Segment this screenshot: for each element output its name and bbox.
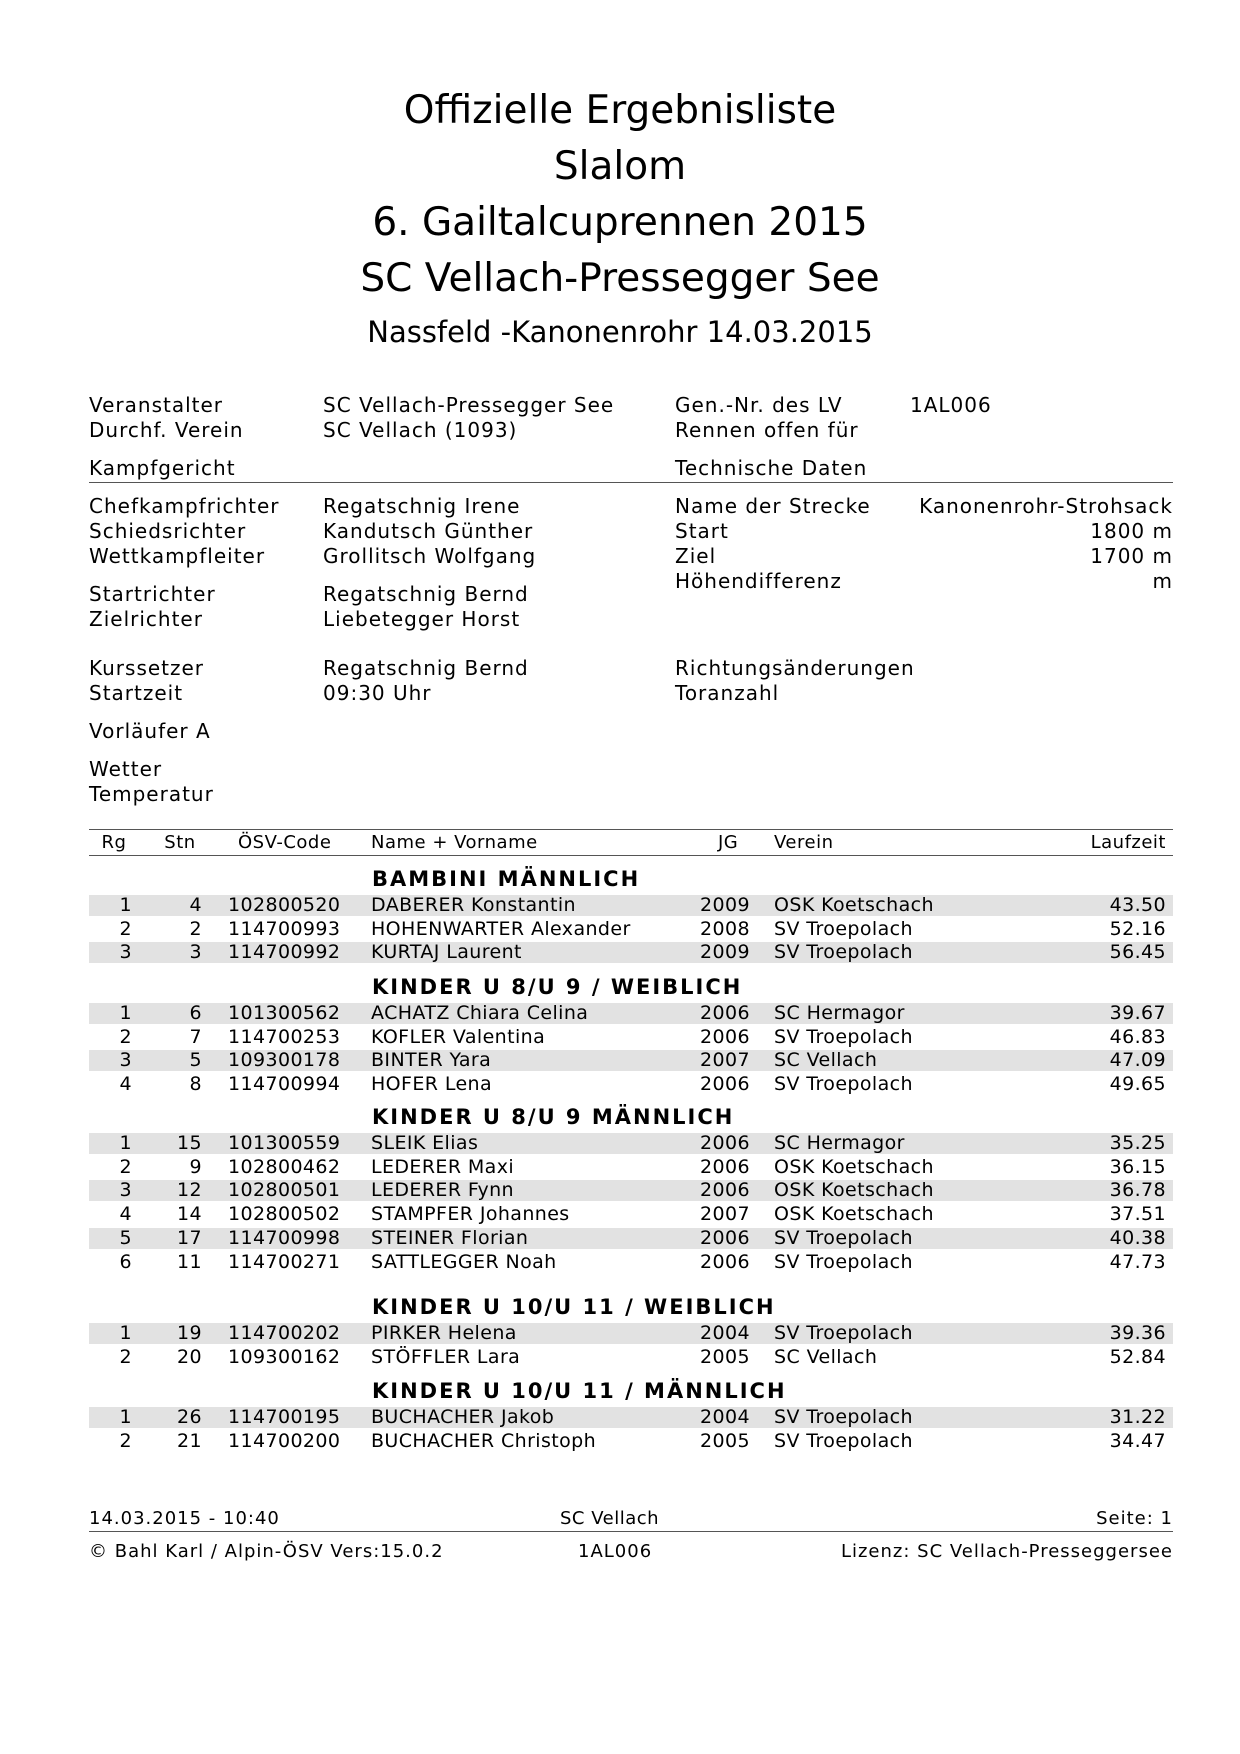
birth-year: 2006 — [700, 1132, 750, 1154]
athlete-name: DABERER Konstantin — [371, 894, 576, 916]
category-heading: BAMBINI MÄNNLICH — [372, 867, 641, 891]
athlete-name: SLEIK Elias — [371, 1132, 479, 1154]
category-heading: KINDER U 8/U 9 MÄNNLICH — [372, 1105, 735, 1129]
startrichter-value: Regatschnig Bernd — [323, 582, 529, 606]
header-stn: Stn — [164, 832, 196, 853]
oesv-code: 102800520 — [228, 894, 341, 916]
rank: 3 — [119, 941, 132, 963]
vorlaeufer-label: Vorläufer A — [89, 719, 211, 743]
footer-copyright: © Bahl Karl / Alpin-ÖSV Vers:15.0.2 — [89, 1541, 444, 1562]
startrichter-label: Startrichter — [89, 582, 216, 606]
athlete-name: LEDERER Fynn — [371, 1179, 514, 1201]
chef-label: Chefkampfrichter — [89, 494, 280, 518]
athlete-name: LEDERER Maxi — [371, 1156, 515, 1178]
club: SV Troepolach — [774, 1322, 913, 1344]
birth-year: 2009 — [700, 894, 750, 916]
start-number: 12 — [177, 1179, 202, 1201]
run-time: 36.15 — [1109, 1156, 1166, 1178]
veranstalter-value: SC Vellach-Pressegger See — [323, 393, 615, 417]
run-time: 35.25 — [1109, 1132, 1166, 1154]
oesv-code: 114700202 — [228, 1322, 341, 1344]
start-number: 21 — [177, 1430, 202, 1452]
athlete-name: ACHATZ Chiara Celina — [371, 1002, 589, 1024]
table-header-rule — [89, 829, 1173, 830]
run-time: 46.83 — [1109, 1026, 1166, 1048]
start-number: 14 — [177, 1203, 202, 1225]
verein-label: Durchf. Verein — [89, 418, 244, 442]
start-number: 7 — [189, 1026, 202, 1048]
club: SV Troepolach — [774, 1406, 913, 1428]
rank: 3 — [119, 1049, 132, 1071]
category-heading: KINDER U 10/U 11 / WEIBLICH — [372, 1295, 776, 1319]
start-number: 2 — [189, 918, 202, 940]
temperatur-label: Temperatur — [89, 782, 214, 806]
rank: 2 — [119, 1156, 132, 1178]
toranzahl-label: Toranzahl — [675, 681, 780, 705]
chef-value: Regatschnig Irene — [323, 494, 521, 518]
startzeit-value: 09:30 Uhr — [323, 681, 432, 705]
header-code: ÖSV-Code — [238, 832, 332, 853]
club: OSK Koetschach — [774, 1179, 934, 1201]
zielrichter-value: Liebetegger Horst — [323, 607, 521, 631]
title-line-4: SC Vellach-Pressegger See — [360, 256, 880, 301]
footer-club: SC Vellach — [560, 1508, 660, 1529]
oesv-code: 102800462 — [228, 1156, 341, 1178]
rank: 3 — [119, 1179, 132, 1201]
startzeit-label: Startzeit — [89, 681, 184, 705]
title-line-1: Offizielle Ergebnisliste — [403, 88, 837, 133]
run-time: 36.78 — [1109, 1179, 1166, 1201]
schieds-label: Schiedsrichter — [89, 519, 247, 543]
divider — [89, 482, 1173, 483]
footer-rule — [89, 1531, 1173, 1532]
athlete-name: BUCHACHER Christoph — [371, 1430, 597, 1452]
strecke-value: Kanonenrohr-Strohsack — [919, 494, 1173, 518]
athlete-name: STAMPFER Johannes — [371, 1203, 570, 1225]
athlete-name: HOHENWARTER Alexander — [371, 918, 631, 940]
athlete-name: BINTER Yara — [371, 1049, 492, 1071]
rank: 2 — [119, 1026, 132, 1048]
start-value: 1800 m — [1090, 519, 1173, 543]
strecke-label: Name der Strecke — [675, 494, 871, 518]
run-time: 49.65 — [1109, 1073, 1166, 1095]
kurssetzer-label: Kurssetzer — [89, 656, 205, 680]
run-time: 52.84 — [1109, 1346, 1166, 1368]
athlete-name: STEINER Florian — [371, 1227, 529, 1249]
wetter-label: Wetter — [89, 757, 163, 781]
club: OSK Koetschach — [774, 1203, 934, 1225]
kampfgericht-label: Kampfgericht — [89, 456, 236, 480]
oesv-code: 114700994 — [228, 1073, 341, 1095]
wettkampf-label: Wettkampfleiter — [89, 544, 266, 568]
footer-license: Lizenz: SC Vellach-Presseggersee — [840, 1541, 1173, 1562]
schieds-value: Kandutsch Günther — [323, 519, 534, 543]
title-line-3: 6. Gailtalcuprennen 2015 — [372, 200, 868, 245]
start-number: 6 — [189, 1002, 202, 1024]
zielrichter-label: Zielrichter — [89, 607, 203, 631]
footer-code: 1AL006 — [578, 1541, 653, 1562]
club: SV Troepolach — [774, 941, 913, 963]
footer-page: Seite: 1 — [1096, 1508, 1173, 1529]
hoehe-value: m — [1152, 569, 1173, 593]
athlete-name: STÖFFLER Lara — [371, 1346, 521, 1368]
oesv-code: 101300559 — [228, 1132, 341, 1154]
run-time: 47.73 — [1109, 1251, 1166, 1273]
veranstalter-label: Veranstalter — [89, 393, 224, 417]
gennr-label: Gen.-Nr. des LV — [675, 393, 843, 417]
rennen-label: Rennen offen für — [675, 418, 859, 442]
birth-year: 2005 — [700, 1346, 750, 1368]
club: OSK Koetschach — [774, 894, 934, 916]
rank: 4 — [119, 1203, 132, 1225]
ziel-label: Ziel — [675, 544, 717, 568]
oesv-code: 114700993 — [228, 918, 341, 940]
rank: 2 — [119, 1430, 132, 1452]
run-time: 52.16 — [1109, 918, 1166, 940]
birth-year: 2007 — [700, 1049, 750, 1071]
oesv-code: 114700992 — [228, 941, 341, 963]
category-heading: KINDER U 10/U 11 / MÄNNLICH — [372, 1379, 787, 1403]
club: SC Hermagor — [774, 1132, 905, 1154]
start-number: 20 — [177, 1346, 202, 1368]
run-time: 37.51 — [1109, 1203, 1166, 1225]
oesv-code: 114700200 — [228, 1430, 341, 1452]
rank: 2 — [119, 1346, 132, 1368]
birth-year: 2006 — [700, 1002, 750, 1024]
run-time: 39.67 — [1109, 1002, 1166, 1024]
run-time: 47.09 — [1109, 1049, 1166, 1071]
header-verein: Verein — [774, 832, 834, 853]
birth-year: 2004 — [700, 1406, 750, 1428]
richtung-label: Richtungsänderungen — [675, 656, 915, 680]
athlete-name: BUCHACHER Jakob — [371, 1406, 555, 1428]
hoehe-label: Höhendifferenz — [675, 569, 842, 593]
start-label: Start — [675, 519, 729, 543]
start-number: 3 — [189, 941, 202, 963]
club: SC Vellach — [774, 1049, 878, 1071]
table-header-underline — [89, 855, 1173, 856]
rank: 1 — [119, 894, 132, 916]
verein-value: SC Vellach (1093) — [323, 418, 518, 442]
run-time: 39.36 — [1109, 1322, 1166, 1344]
athlete-name: PIRKER Helena — [371, 1322, 517, 1344]
athlete-name: KOFLER Valentina — [371, 1026, 546, 1048]
oesv-code: 114700195 — [228, 1406, 341, 1428]
birth-year: 2006 — [700, 1251, 750, 1273]
oesv-code: 101300562 — [228, 1002, 341, 1024]
header-jg: JG — [718, 832, 739, 853]
birth-year: 2004 — [700, 1322, 750, 1344]
club: OSK Koetschach — [774, 1156, 934, 1178]
title-line-5: Nassfeld -Kanonenrohr 14.03.2015 — [367, 315, 873, 349]
rank: 2 — [119, 918, 132, 940]
start-number: 19 — [177, 1322, 202, 1344]
start-number: 8 — [189, 1073, 202, 1095]
run-time: 43.50 — [1109, 894, 1166, 916]
club: SV Troepolach — [774, 1073, 913, 1095]
oesv-code: 114700271 — [228, 1251, 341, 1273]
oesv-code: 114700998 — [228, 1227, 341, 1249]
run-time: 31.22 — [1109, 1406, 1166, 1428]
start-number: 9 — [189, 1156, 202, 1178]
header-rg: Rg — [101, 832, 127, 853]
club: SV Troepolach — [774, 1026, 913, 1048]
birth-year: 2006 — [700, 1073, 750, 1095]
birth-year: 2008 — [700, 918, 750, 940]
athlete-name: SATTLEGGER Noah — [371, 1251, 557, 1273]
run-time: 34.47 — [1109, 1430, 1166, 1452]
birth-year: 2006 — [700, 1156, 750, 1178]
birth-year: 2006 — [700, 1227, 750, 1249]
birth-year: 2006 — [700, 1179, 750, 1201]
club: SV Troepolach — [774, 918, 913, 940]
oesv-code: 102800501 — [228, 1179, 341, 1201]
rank: 6 — [119, 1251, 132, 1273]
rank: 1 — [119, 1132, 132, 1154]
start-number: 26 — [177, 1406, 202, 1428]
athlete-name: HOFER Lena — [371, 1073, 493, 1095]
title-line-2: Slalom — [553, 144, 687, 189]
header-laufzeit: Laufzeit — [1090, 832, 1166, 853]
club: SV Troepolach — [774, 1227, 913, 1249]
birth-year: 2009 — [700, 941, 750, 963]
start-number: 4 — [189, 894, 202, 916]
header-name: Name + Vorname — [371, 832, 538, 853]
start-number: 11 — [177, 1251, 202, 1273]
club: SV Troepolach — [774, 1251, 913, 1273]
club: SV Troepolach — [774, 1430, 913, 1452]
oesv-code: 114700253 — [228, 1026, 341, 1048]
club: SC Hermagor — [774, 1002, 905, 1024]
oesv-code: 109300162 — [228, 1346, 341, 1368]
gennr-value: 1AL006 — [910, 393, 992, 417]
rank: 1 — [119, 1406, 132, 1428]
wettkampf-value: Grollitsch Wolfgang — [323, 544, 537, 568]
athlete-name: KURTAJ Laurent — [371, 941, 522, 963]
rank: 1 — [119, 1322, 132, 1344]
birth-year: 2006 — [700, 1026, 750, 1048]
start-number: 5 — [189, 1049, 202, 1071]
birth-year: 2007 — [700, 1203, 750, 1225]
technische-label: Technische Daten — [675, 456, 868, 480]
birth-year: 2005 — [700, 1430, 750, 1452]
kurssetzer-value: Regatschnig Bernd — [323, 656, 529, 680]
rank: 4 — [119, 1073, 132, 1095]
oesv-code: 102800502 — [228, 1203, 341, 1225]
rank: 5 — [119, 1227, 132, 1249]
start-number: 17 — [177, 1227, 202, 1249]
run-time: 56.45 — [1109, 941, 1166, 963]
run-time: 40.38 — [1109, 1227, 1166, 1249]
start-number: 15 — [177, 1132, 202, 1154]
oesv-code: 109300178 — [228, 1049, 341, 1071]
rank: 1 — [119, 1002, 132, 1024]
category-heading: KINDER U 8/U 9 / WEIBLICH — [372, 975, 743, 999]
club: SC Vellach — [774, 1346, 878, 1368]
footer-datetime: 14.03.2015 - 10:40 — [89, 1508, 280, 1529]
ziel-value: 1700 m — [1090, 544, 1173, 568]
